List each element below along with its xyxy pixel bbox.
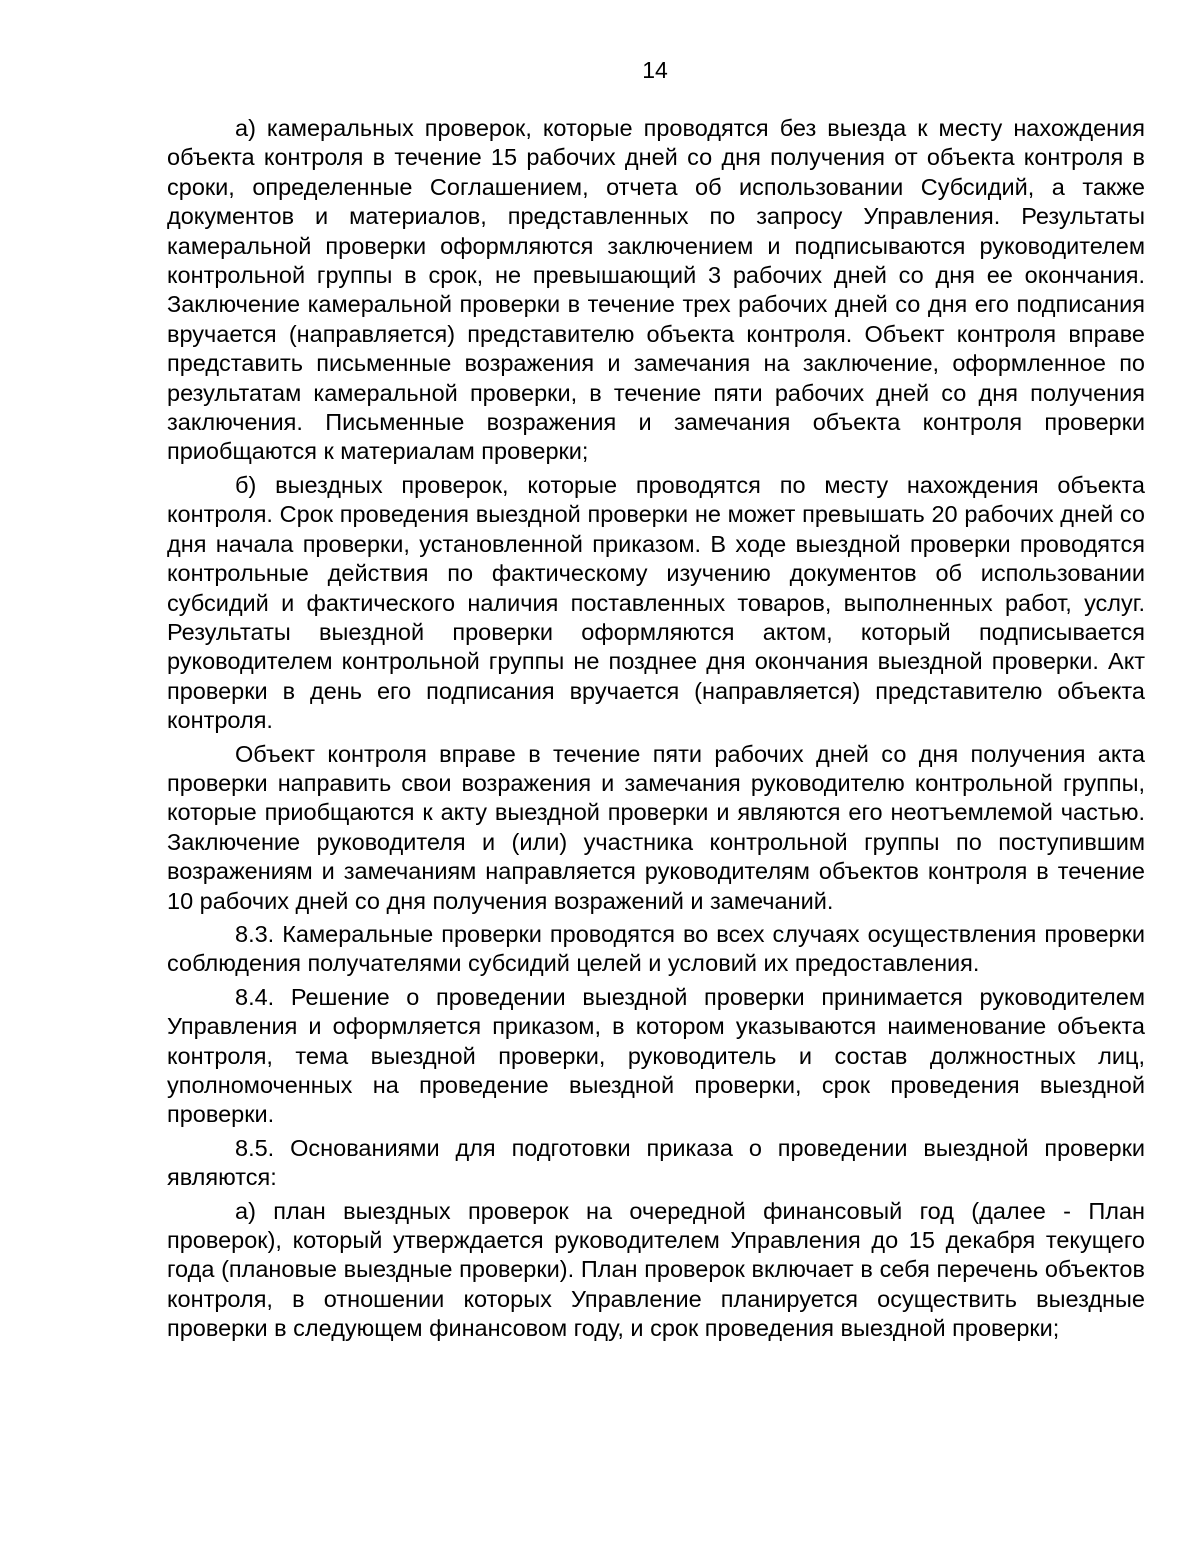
paragraph-a-desk-audits: а) камеральных проверок, которые проводятся без выезда к месту нахождения объекта контроля в течение 15 рабочих дней со дня получения от объекта контроля в сроки, определенные Соглашением, отчета об использовании Субсидий, а также документов и материалов, представленных по запросу Управления. Результаты камеральной проверки оформляются заключением и подписываются руководителем контрольной группы в срок, не превышающий 3 рабочих дней со дня ее окончания. Заключение камеральной проверки в течение трех рабочих дней со дня его подписания вручается (направляется) представителю объекта контроля. Объект контроля вправе представить письменные возражения и замечания на заключение, оформленное по результатам камеральной проверки, в течение пяти рабочих дней со дня получения заключения. Письменные возражения и замечания объекта контроля проверки приобщаются к материалам проверки; [167,115,1145,465]
paragraph-8-5-a: а) план выездных проверок на очередной финансовый год (далее - План проверок), который утверждается руководителем Управления до 15 декабря текущего года (плановые выездные проверки). План проверок включает в себя перечень объектов контроля, в отношении которых Управление планируется осуществить выездные проверки в следующем финансовом году, и срок проведения выездной проверки; [167,1197,1145,1342]
paragraph-8-5: 8.5. Основаниями для подготовки приказа о проведении выездной проверки являются: [167,1134,1145,1191]
paragraph-b-field-audits: б) выездных проверок, которые проводятся по месту нахождения объекта контроля. Срок проведения выездной проверки не может превышать 20 рабочих дней со дня начала проверки, установленной приказом. В ходе выездной проверки проводятся контрольные действия по фактическому изучению документов об использовании субсидий и фактического наличия поставленных товаров, выполненных работ, услуг. Результаты выездной проверки оформляются актом, который подписывается руководителем контрольной группы не позднее дня окончания выездной проверки. Акт проверки в день его подписания вручается (направляется) представителю объекта контроля. [167,471,1145,734]
paragraph-8-4: 8.4. Решение о проведении выездной проверки принимается руководителем Управления и оформляется приказом, в котором указываются наименование объекта контроля, тема выездной проверки, руководитель и состав должностных лиц, уполномоченных на проведение выездной проверки, срок проведения выездной проверки. [167,983,1145,1128]
document-body [167,114,1145,1348]
paragraph-objections: Объект контроля вправе в течение пяти рабочих дней со дня получения акта проверки направить свои возражения и замечания руководителю контрольной группы, которые приобщаются к акту выездной проверки и являются его неотъемлемой частью. Заключение руководителя и (или) участника контрольной группы по поступившим возражениям и замечаниям направляется руководителям объектов контроля в течение 10 рабочих дней со дня получения возражений и замечаний. [167,740,1145,914]
page-number: 14 [642,57,668,83]
paragraph-8-3: 8.3. Камеральные проверки проводятся во всех случаях осуществления проверки соблюдения получателями субсидий целей и условий их предоставления. [167,920,1145,977]
